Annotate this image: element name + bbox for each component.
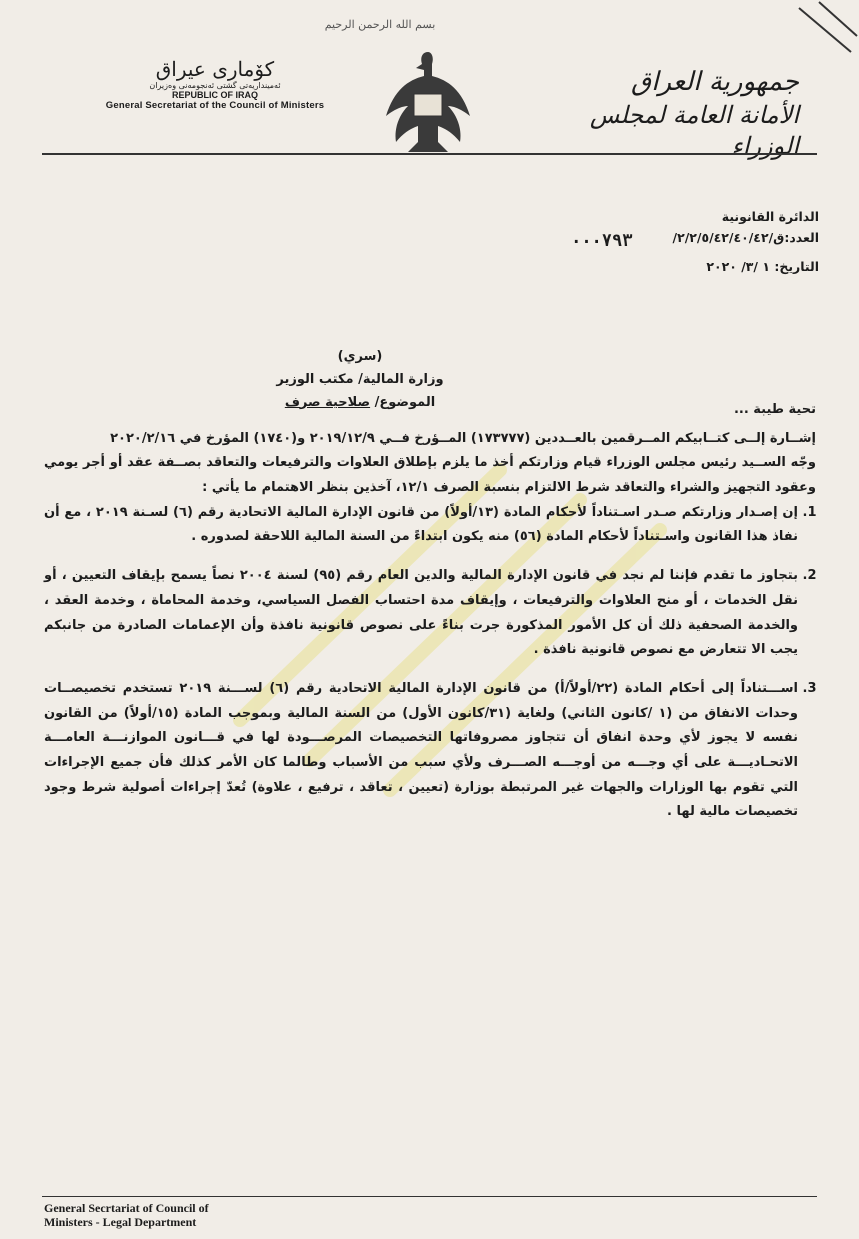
basmala: بسم الله الرحمن الرحيم <box>324 18 436 31</box>
letter-body <box>44 398 816 839</box>
kurdish-subtitle: ئه‌مینداریه‌تی گشتی ئه‌نجومه‌نی وه‌زیران <box>149 81 281 90</box>
paragraph-reference: إشــارة إلــى كتــابيكم المــرقمين بالعــددين (١٧٣٧٧٧) المــؤرخ فــي ٢٠١٩/١٢/٩ و(١٧٤٠) المؤرخ في ٢٠٢٠/٢/١٦ <box>110 430 816 446</box>
ref-number: ٠٠٠٧٩٣ <box>571 231 633 252</box>
point-2: 2. بتجاوز ما تقدم فإننا لم نجد في قانون الإدارة المالية والدين العام رقم (٩٥) لسنة ٢٠٠٤ نصاً يسمح بإيقاف التعيين ، أو نقل الخدمات ، أو منح العلاوات والترفيعات ، وإيقاف مدة احتساب الفصل السياسي، وخدمة المحاماة ، وخدمة العقد ، والخدمة الصحفية ذلك أن كل الأمور المذكورة جرت بناءً على نصوص قانونية نافذة وأن الإعمامات الصادرة من جانبكم يجب الا تتعارض مع نصوص قانونية نافذة . <box>44 564 798 663</box>
reference-row <box>359 227 819 256</box>
department: الدائرة القانونية <box>721 209 819 224</box>
republic-en: REPUBLIC OF IRAQ <box>171 90 258 101</box>
classification: (سري) <box>337 349 383 364</box>
footer-divider <box>42 1196 817 1197</box>
reference-block <box>359 206 819 277</box>
date-row <box>359 256 819 277</box>
numbered-points <box>44 501 816 825</box>
paragraph-directive: وجّه الســيد رئيس مجلس الوزراء قيام وزارتكم أخذ ما يلزم بإطلاق العلاوات والترفيعات والتعاقد بصــفة عقد أو أجر يومي وعقود التجهيز والشراء والتعاقد شرط الالتزام بنسبة الصرف ١٢/١، آخذين بنظر الاهتمام ما يأتي : <box>44 455 816 496</box>
ref-value: ق/٢/٢/٥/٤٢/٤٠/٤٢/ <box>672 230 785 246</box>
secretariat-en: General Secretariat of the Council of Ministers <box>105 99 325 111</box>
subject-label: الموضوع/ <box>374 394 436 410</box>
recipient: وزارة المالية/ مكتب الوزير <box>276 371 444 387</box>
date-value: ١ /٣/ ٢٠٢٠ <box>706 259 770 275</box>
iraq-eagle-emblem-icon <box>378 46 478 156</box>
subject-value: صلاحية صرف <box>284 394 371 410</box>
letterhead-left <box>80 58 350 111</box>
arabic-secretariat: الأمانة العامة لمجلس الوزراء <box>589 100 799 160</box>
header-divider <box>42 153 817 155</box>
greeting: تحية طيبة ... <box>733 402 816 417</box>
ref-label: العدد: <box>784 230 819 246</box>
arabic-republic: جمهورية العراق <box>631 67 799 97</box>
date-label: التاريخ: <box>774 259 819 275</box>
letterhead-right <box>539 66 799 162</box>
kurdish-title: كۆماری عیراق <box>155 57 275 81</box>
footer-line-1: General Secrtariat of Council of <box>44 1201 209 1215</box>
handwritten-mark <box>759 0 859 70</box>
footer-line-2: Ministers - Legal Department <box>44 1214 197 1229</box>
point-1: 1. إن إصـدار وزارتكم صـدر اسـتناداً لأحكام المادة (١٣/أولاً) من قانون الإدارة المالية الاتحادية رقم (٦) لسـنة ٢٠١٩ ، مع أن نفاذ هذا القانون واسـتناداً لأحكام المادة (٥٦) منه يكون ابتداءً من السنة المالية اللاحقة لصدوره . <box>44 501 798 550</box>
point-3: 3. اســـتناداً إلى أحكام المادة (٢٢/أولاً/أ) من قانون الإدارة المالية الاتحادية رقم (٦) لســـنة ٢٠١٩ تستخدم تخصيصــات وحدات الانفاق من (١ /كانون الثاني) ولغاية (٣١/كانون الأول) من السنة المالية وبموجب المادة (١٥/أولاً) من القانون نفسه لا يجوز لأي وحدة انفاق أن تتجاوز مصروفاتها التخصيصات المرصـــودة لها في قـــانون الموازنـــة العامـــة الاتحـاديـــة على أي وجـــه من أوجـــه الصـــرف ولأي سبب من الأسباب وطالما كان الأمر كذلك فأن جميع الإجراءات التي تقوم بها الوزارات والجهات غير المرتبطة بوزارة (تعيين ، تعاقد ، ترفيع ، علاوة) تُعدّ إجراءات أصولية شرط وجود تخصيصات مالية لها . <box>44 677 798 825</box>
footer <box>44 1202 304 1230</box>
